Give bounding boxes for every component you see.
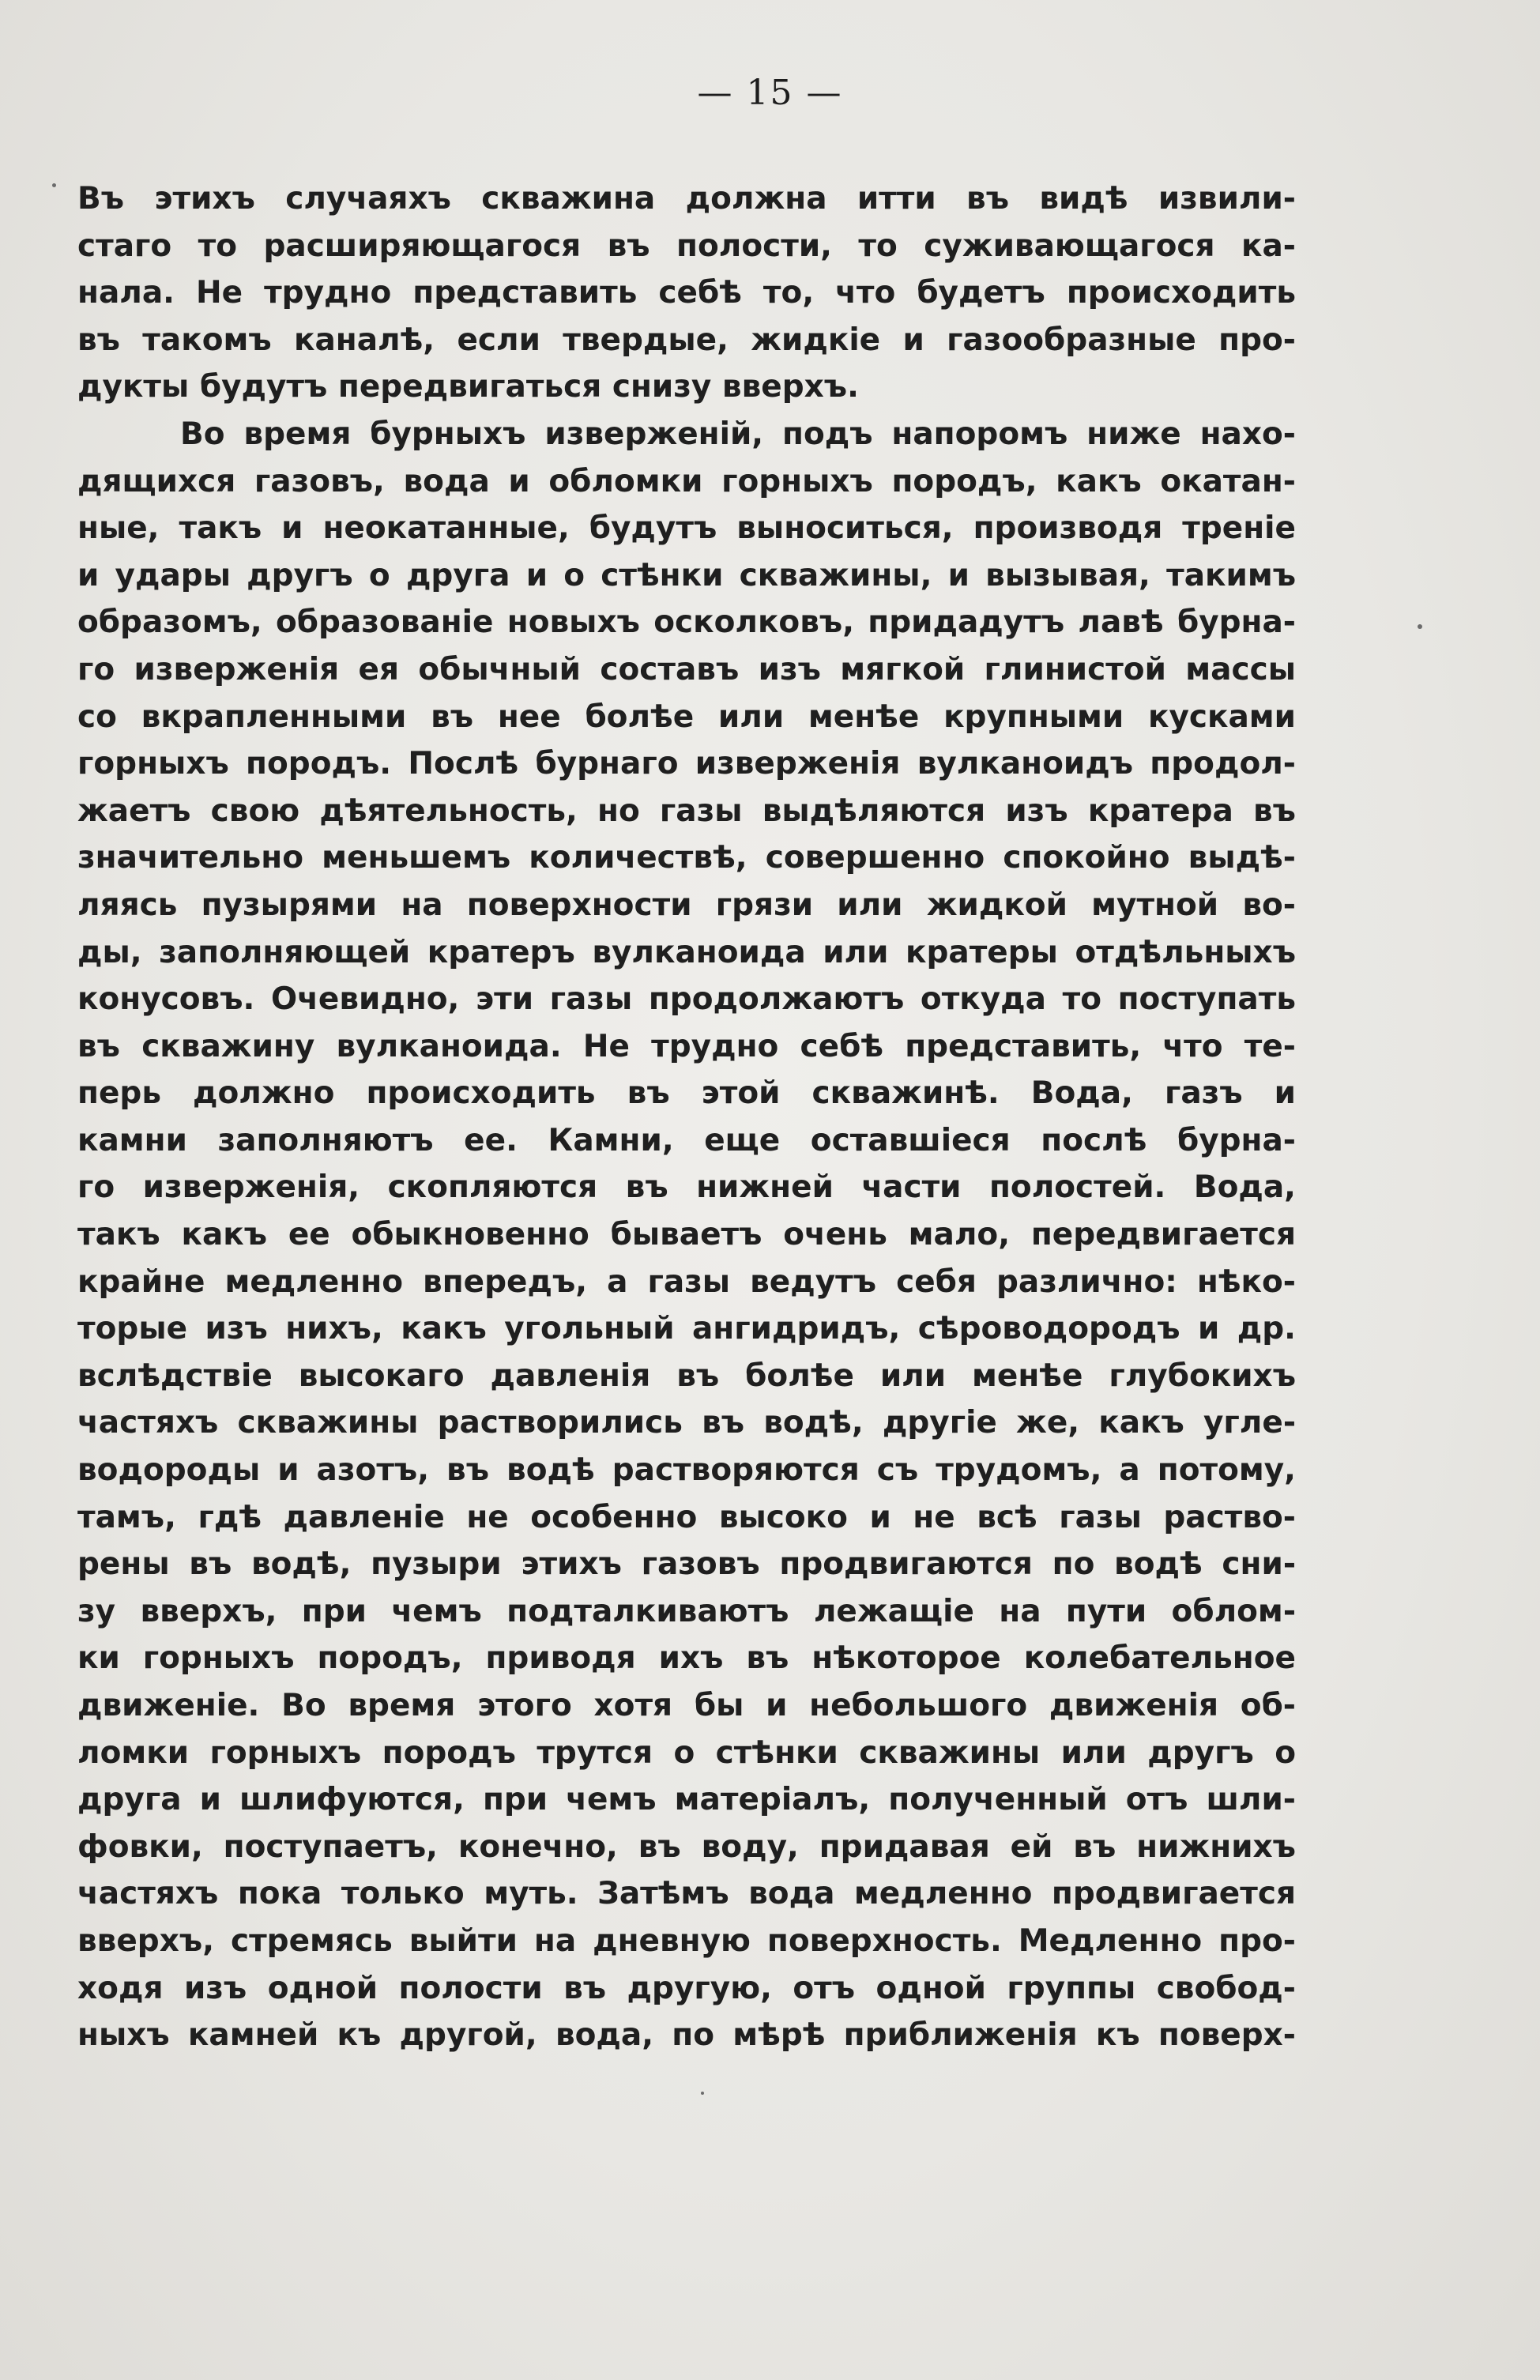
text-line: частяхъ пока только муть. Затѣмъ вода медленно продвигается bbox=[77, 1876, 1296, 1912]
text-line-paragraph-start: Во время бурныхъ изверженій, подъ напоромъ ниже нахо- bbox=[180, 416, 1296, 452]
paper-speck bbox=[701, 2092, 704, 2095]
text-line: такъ какъ ее обыкновенно бываетъ очень мало, передвигается bbox=[77, 1217, 1296, 1253]
text-line: ломки горныхъ породъ трутся о стѣнки скважины или другъ о bbox=[77, 1734, 1296, 1771]
text-line: жаетъ свою дѣятельность, но газы выдѣляются изъ кратера въ bbox=[77, 793, 1296, 829]
text-line: перь должно происходить въ этой скважинѣ. Вода, газъ и bbox=[77, 1075, 1296, 1112]
text-line-paragraph-end: дукты будутъ передвигаться снизу вверхъ. bbox=[77, 369, 859, 405]
paper-speck bbox=[1418, 624, 1422, 629]
text-line: ды, заполняющей кратеръ вулканоида или кратеры отдѣльныхъ bbox=[77, 934, 1296, 970]
text-line: ные, такъ и неокатанные, будутъ выноситься, производя треніе bbox=[77, 510, 1296, 547]
text-line: ныхъ камней къ другой, вода, по мѣрѣ приближенія къ поверх- bbox=[77, 2017, 1296, 2054]
text-line: ляясь пузырями на поверхности грязи или жидкой мутной во- bbox=[77, 887, 1296, 923]
text-line: ходя изъ одной полости въ другую, отъ одной группы свобод- bbox=[77, 1970, 1296, 2006]
text-line: нала. Не трудно представить себѣ то, что будетъ происходить bbox=[77, 275, 1296, 311]
text-line: го изверженія ея обычный составъ изъ мягкой глинистой массы bbox=[77, 651, 1296, 687]
text-line: вверхъ, стремясь выйти на дневную поверхность. Медленно про- bbox=[77, 1922, 1296, 1959]
text-line: въ такомъ каналѣ, если твердые, жидкіе и газообразные про- bbox=[77, 322, 1296, 358]
text-line: рены въ водѣ, пузыри этихъ газовъ продвигаются по водѣ сни- bbox=[77, 1546, 1296, 1583]
text-line: фовки, поступаетъ, конечно, въ воду, придавая ей въ нижнихъ bbox=[77, 1828, 1296, 1865]
text-line: дящихся газовъ, вода и обломки горныхъ породъ, какъ окатан- bbox=[77, 463, 1296, 499]
text-line: ки горныхъ породъ, приводя ихъ въ нѣкоторое колебательное bbox=[77, 1640, 1296, 1677]
body-text bbox=[77, 175, 1296, 2059]
text-line: го изверженія, скопляются въ нижней части полостей. Вода, bbox=[77, 1169, 1296, 1206]
text-line: образомъ, образованіе новыхъ осколковъ, придадутъ лавѣ бурна- bbox=[77, 604, 1296, 641]
text-line: камни заполняютъ ее. Камни, еще оставшіеся послѣ бурна- bbox=[77, 1122, 1296, 1158]
text-line: со вкрапленными въ нее болѣе или менѣе крупными кусками bbox=[77, 699, 1296, 735]
paper-speck bbox=[52, 183, 56, 187]
text-line: частяхъ скважины растворились въ водѣ, другіе же, какъ угле- bbox=[77, 1405, 1296, 1441]
text-line: торые изъ нихъ, какъ угольный ангидридъ, сѣроводородъ и др. bbox=[77, 1311, 1296, 1347]
page-number: — 15 — bbox=[697, 73, 843, 113]
text-line: стаго то расширяющагося въ полости, то суживающагося ка- bbox=[77, 228, 1296, 264]
text-line: горныхъ породъ. Послѣ бурнаго изверженія вулканоидъ продол- bbox=[77, 746, 1296, 782]
text-line: конусовъ. Очевидно, эти газы продолжаютъ откуда то поступать bbox=[77, 981, 1296, 1018]
text-line: тамъ, гдѣ давленіе не особенно высоко и не всѣ газы раство- bbox=[77, 1499, 1296, 1535]
text-line: Въ этихъ случаяхъ скважина должна итти въ видѣ извили- bbox=[77, 181, 1296, 217]
text-line: водороды и азотъ, въ водѣ растворяются съ трудомъ, а потому, bbox=[77, 1452, 1296, 1489]
text-line: вслѣдствіе высокаго давленія въ болѣе или менѣе глубокихъ bbox=[77, 1358, 1296, 1394]
text-line: и удары другъ о друга и о стѣнки скважины, и вызывая, такимъ bbox=[77, 557, 1296, 593]
text-line: движеніе. Во время этого хотя бы и небольшого движенія об- bbox=[77, 1688, 1296, 1723]
text-line: значительно меньшемъ количествѣ, совершенно спокойно выдѣ- bbox=[77, 840, 1296, 876]
text-line: друга и шлифуются, при чемъ матеріалъ, полученный отъ шли- bbox=[77, 1782, 1296, 1818]
text-line: въ скважину вулканоида. Не трудно себѣ представить, что те- bbox=[77, 1028, 1296, 1064]
text-line: зу вверхъ, при чемъ подталкиваютъ лежащіе на пути облом- bbox=[77, 1593, 1296, 1629]
text-line: крайне медленно впередъ, а газы ведутъ себя различно: нѣко- bbox=[77, 1263, 1296, 1300]
